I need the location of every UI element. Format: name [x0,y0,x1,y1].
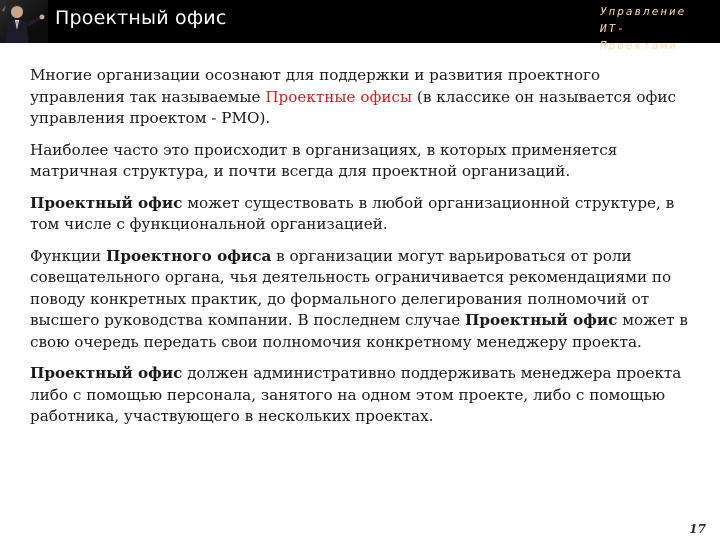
person-in-suit-icon [0,0,48,43]
bold-term: Проектного офиса [106,246,272,265]
paragraph-5 [30,363,690,428]
paragraph-2 [30,140,690,183]
paragraph-1 [30,65,690,130]
paragraph-3 [30,193,690,236]
page-number: 17 [689,522,706,536]
paragraph-4 [30,246,690,354]
brand-line-2: ИТ- Проектами [600,22,678,52]
paragraph-text: Наиболее часто это происходит в организациях, в которых применяется матричная структура, и почти всегда для проектной организаций. [30,140,618,180]
paragraph-text: может в свою очередь передать свои полномочия конкретному менеджеру проекта. [30,311,688,351]
main-content [30,65,690,438]
header-bar [0,0,720,52]
paragraph-text: (в классике он называется офис управления проектом - PMO). [30,87,677,127]
bold-term: Проектный офис [465,311,618,329]
paragraph-text: Функции [30,246,106,265]
paragraph-text: должен административно поддерживать менеджера проекта либо с помощью персонала, занятого на одном этом проекте, либо с помощью работника, участвующего в нескольких проектах. [30,364,682,425]
bold-term: Проектный офис [30,364,183,382]
bold-term: Проектный офис [30,193,183,212]
paragraph-text: Многие организации осознают для поддержки и развития проектного управления так называемые [30,66,601,106]
paragraph-text: может существовать в любой организационной структуре, в том числе с функциональной организацией. [30,193,675,233]
brand-line-1: Управление [600,5,687,18]
page-title: Проектный офис [55,7,227,29]
brand-logo [600,3,712,54]
paragraph-text: в организации могут варьироваться от роли совещательного органа, чья деятельность ограничивается рекомендациями по поводу конкретных практик, до формального делегирования полномочий от высшего руководства компании. В последнем случае [30,246,672,329]
highlight-term: Проектные офисы [265,87,413,106]
